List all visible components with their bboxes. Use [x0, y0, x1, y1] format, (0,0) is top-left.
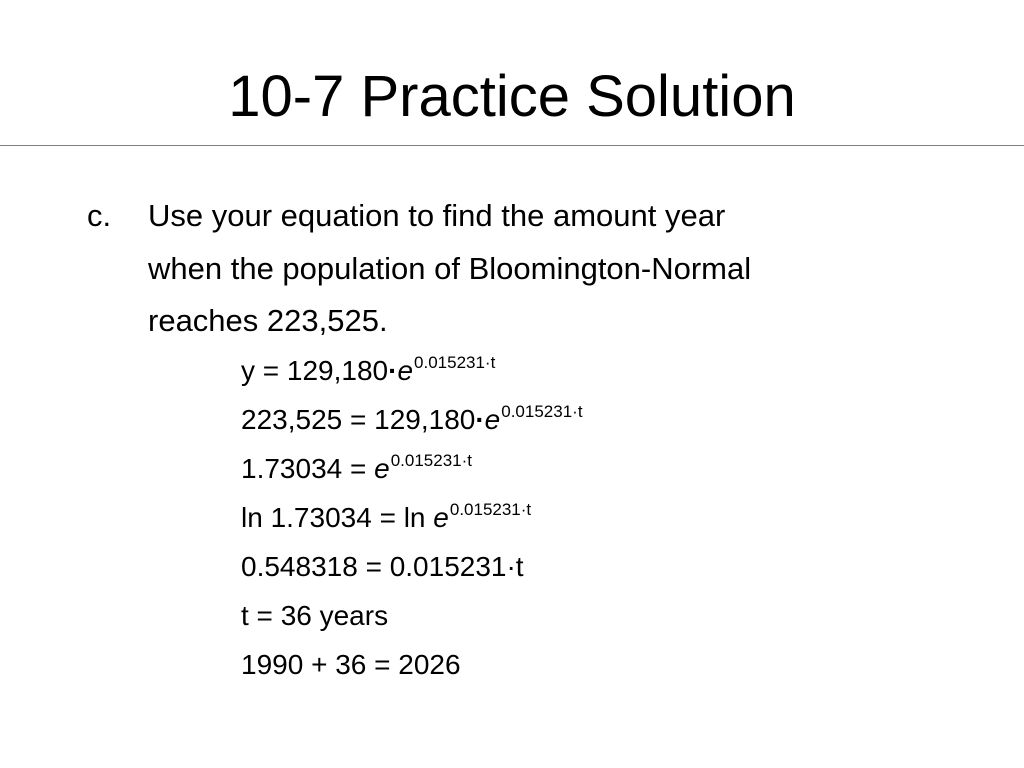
exp-base: e [374, 453, 390, 484]
solution-step [241, 395, 583, 444]
item-marker: c. [87, 198, 112, 233]
step-lhs: ln 1.73034 = ln [241, 502, 434, 533]
exp-base: e [397, 355, 414, 386]
solution-step [241, 444, 583, 493]
item-line: Use your equation to find the amount year [148, 198, 726, 233]
exponent: 0.015231·t [414, 353, 496, 372]
step-lhs: 1.73034 = [241, 453, 375, 484]
item-line: when the population of Bloomington-Normal [148, 250, 752, 286]
exp-base: e [484, 404, 501, 435]
solution-steps [241, 346, 583, 689]
multiply-dot: · [475, 404, 485, 435]
title-divider [0, 145, 1024, 146]
solution-step [241, 493, 583, 542]
slide-title: 10-7 Practice Solution [228, 64, 796, 129]
solution-step [241, 346, 583, 395]
step-lhs: y = 129,180 [241, 355, 389, 386]
item-line: reaches 223,525. [148, 303, 388, 338]
exp-base: e [433, 502, 449, 533]
item-text [148, 190, 908, 348]
step-lhs: 223,525 = 129,180 [241, 404, 476, 435]
exponent: 0.015231·t [390, 451, 472, 470]
exponent: 0.015231·t [449, 500, 532, 519]
exponent: 0.015231·t [501, 402, 583, 421]
solution-step: 0.548318 = 0.015231·t [241, 551, 524, 582]
solution-step: t = 36 years [241, 600, 389, 631]
solution-step: 1990 + 36 = 2026 [241, 649, 461, 680]
multiply-dot: · [388, 355, 398, 386]
